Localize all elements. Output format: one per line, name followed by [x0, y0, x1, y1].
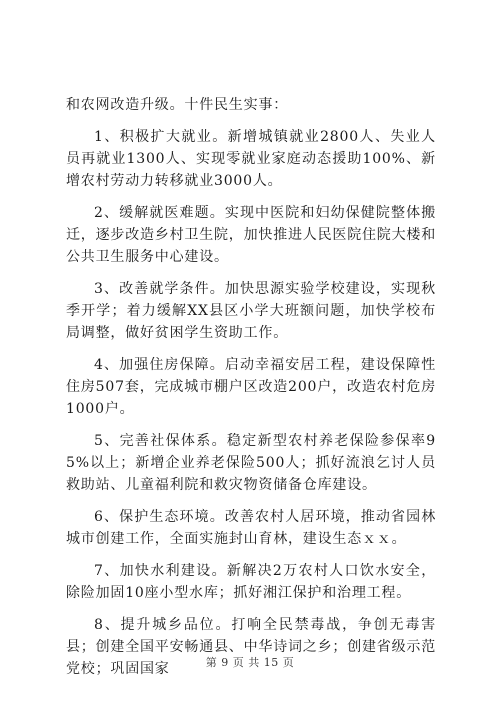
body-text — [66, 94, 436, 690]
item-paragraph-6: 6、保护生态环境。改善农村人居环境，推动省园林城市创建工作，全面实施封山育林，建设生态ｘｘ。 — [66, 509, 436, 547]
page-footer: 第 9 页 共 15 页 — [205, 656, 295, 669]
item-paragraph-8: 8、提升城乡品位。打响全民禁毒战，争创无毒害县；创建全国平安畅通县、中华诗词之乡；创建省级示范党校；巩固国家 — [66, 617, 436, 677]
item-paragraph-7: 7、加快水利建设。新解决2万农村人口饮水安全，除险加固10座小型水库；抓好湘江保护和治理工程。 — [66, 563, 436, 601]
intro-paragraph: 和农网改造升级。十件民生实事： — [66, 97, 288, 113]
item-paragraph-2: 2、缓解就医难题。实现中医院和妇幼保健院整体搬迁，逐步改造乡村卫生院，加快推进人民医院住院大楼和公共卫生服务中心建设。 — [66, 205, 436, 265]
item-paragraph-5: 5、完善社保体系。稳定新型农村养老保险参保率95%以上；新增企业养老保险500人；抓好流浪乞讨人员救助站、儿童福利院和救灾物资储备仓库建设。 — [66, 433, 436, 493]
item-paragraph-3: 3、改善就学条件。加快思源实验学校建设，实现秋季开学；着力缓解XX县区小学大班额问题，加快学校布局调整，做好贫困学生资助工作。 — [66, 281, 436, 341]
item-paragraph-1: 1、积极扩大就业。新增城镇就业2800人、失业人员再就业1300人、实现零就业家庭动态援助100%、新增农村劳动力转移就业3000人。 — [66, 129, 436, 189]
item-paragraph-4: 4、加强住房保障。启动幸福安居工程，建设保障性住房507套，完成城市棚户区改造200户，改造农村危房1000户。 — [66, 357, 436, 417]
